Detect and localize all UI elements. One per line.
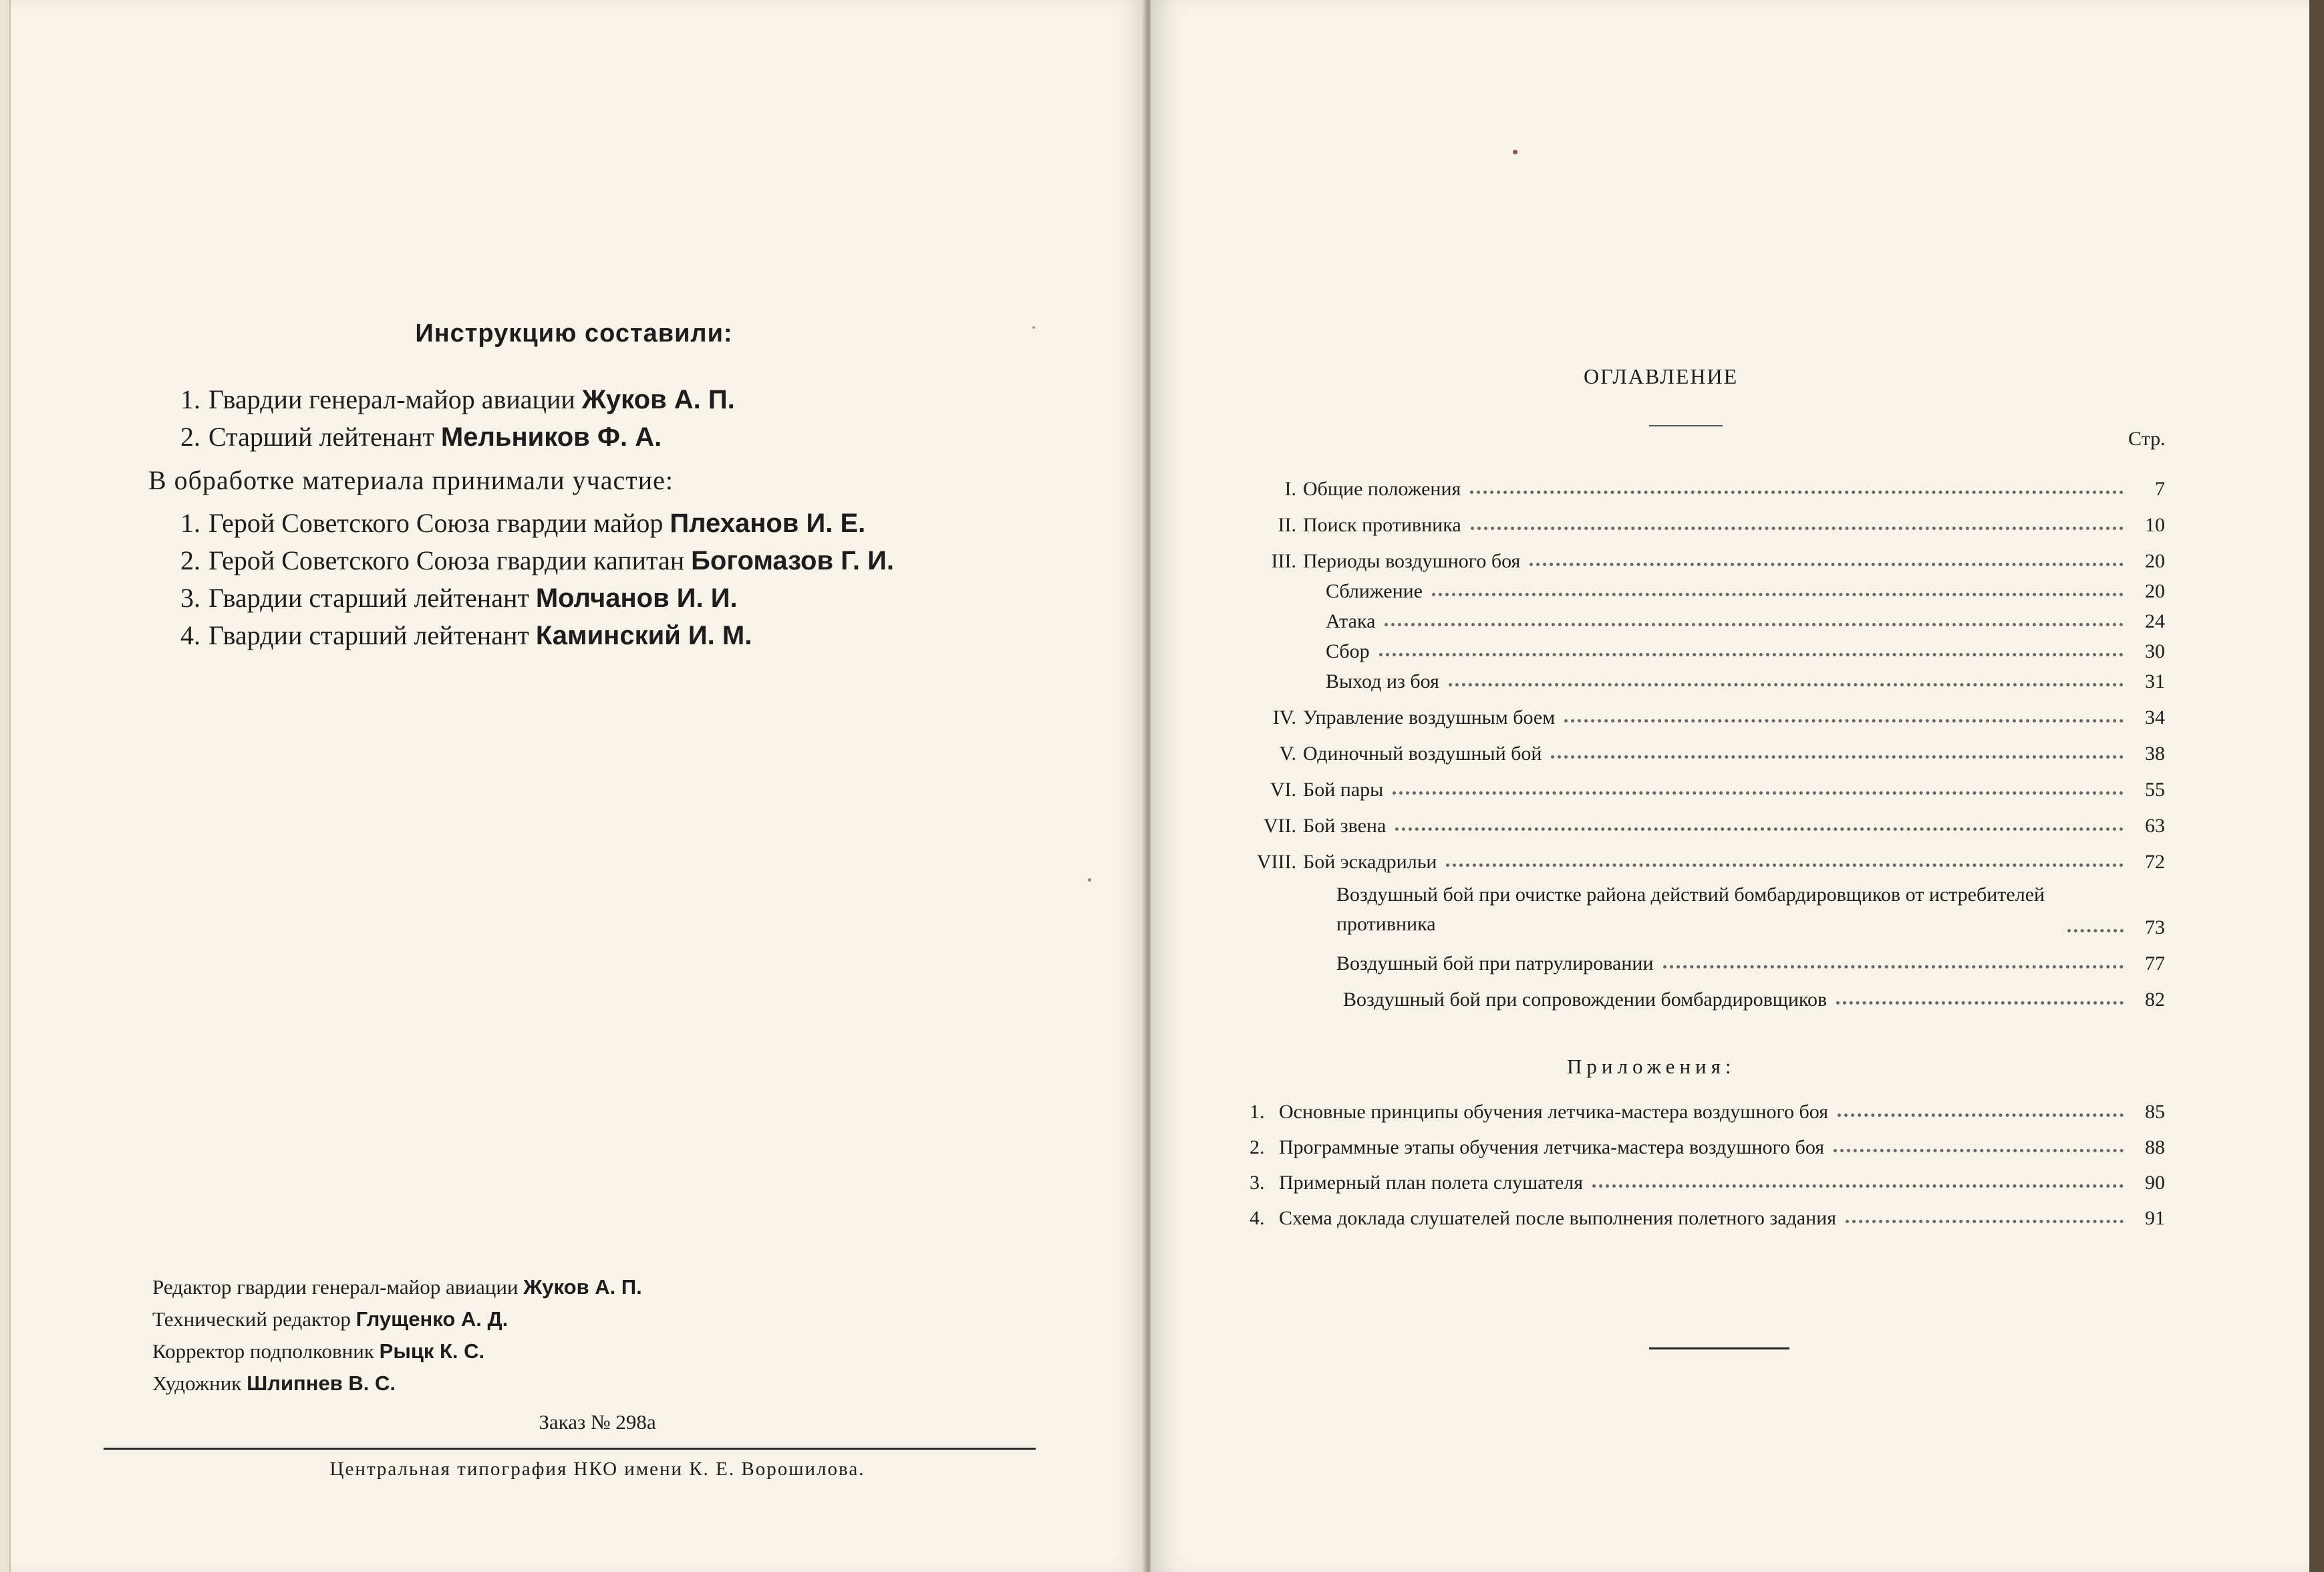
pages-column-label: Стр. [2128,428,2166,450]
divider [1649,425,1723,426]
credit-line: Корректор подполковник Рыцк К. С. [152,1339,485,1363]
paper-speck [1088,878,1091,882]
toc-entry: Атака 24 [1326,610,2165,632]
toc-entry: Сближение 20 [1326,580,2165,602]
toc-entry: II. Поиск противника 10 [1278,514,2165,536]
page-edge [0,0,11,1572]
compilers-list [160,381,735,456]
credits [152,1271,642,1400]
toc-entry: I. Общие положения 7 [1284,478,2165,500]
toc-entry: V. Одиночный воздушный бой 38 [1279,743,2165,765]
toc-entry: IV. Управление воздушным боем 34 [1272,706,2165,729]
participants-heading: В обработке материала принимали участие: [148,465,674,495]
appendix-entry: 3. Примерный план полета слушателя 90 [1250,1172,2165,1194]
paper-speck [1032,326,1035,329]
toc-entry: VIII. Бой эскадрильи 72 [1256,851,2165,873]
appendix-entry: 4. Схема доклада слушателей после выполнения полетного задания 91 [1250,1207,2165,1229]
left-page [0,0,1148,1572]
appendix-entry: 2. Программные этапы обучения летчика-мастера воздушного боя 88 [1250,1136,2165,1158]
credit-line: Технический редактор Глущенко А. Д. [152,1307,509,1331]
credit-line: Художник Шлипнев В. С. [152,1371,396,1395]
appendix-title: Приложения: [1567,1055,1736,1078]
order-number: Заказ № 298а [539,1410,656,1434]
paper-speck [1513,150,1517,154]
toc-entry: Сбор 30 [1326,640,2165,662]
appendix-list [1250,1088,2165,1230]
toc-entry: Воздушный бой при сопровождении бомбардировщиков 82 [1343,989,2165,1011]
list-item: 1. Гвардии генерал-майор авиации Жуков А. П. [180,384,735,414]
divider [104,1448,1036,1450]
list-item: 2. Герой Советского Союза гвардии капитан Богомазов Г. И. [180,545,894,575]
printer-imprint: Центральная типография НКО имени К. Е. Ворошилова. [329,1458,865,1480]
toc-entry: Выход из боя 31 [1326,670,2165,692]
list-item: 2. Старший лейтенант Мельников Ф. А. [180,422,662,452]
divider [1649,1347,1789,1349]
table-of-contents [1256,465,2165,1011]
toc-entry: Воздушный бой при патрулировании 77 [1336,952,2165,974]
appendix-entry: 1. Основные принципы обучения летчика-мастера воздушного боя 85 [1250,1101,2165,1123]
page-edge [2309,0,2324,1572]
toc-title: ОГЛАВЛЕНИЕ [1584,364,1739,388]
list-item: 4. Гвардии старший лейтенант Каминский И. М. [180,620,752,650]
toc-entry: VII. Бой звена 63 [1263,815,2165,837]
toc-entry: VI. Бой пары 55 [1270,779,2165,801]
credit-line: Редактор гвардии генерал-майор авиации Жуков А. П. [152,1275,642,1299]
list-item: 3. Гвардии старший лейтенант Молчанов И. И. [180,583,738,613]
list-item: 1. Герой Советского Союза гвардии майор Плеханов И. Е. [180,508,866,538]
compilers-title: Инструкцию составили: [415,319,733,348]
participants-list [160,505,894,654]
toc-entry: Воздушный бой при очистке района действий бомбардировщиков от истребителей противника 73 [1336,884,2165,938]
toc-entry: III. Периоды воздушного боя 20 [1271,550,2165,572]
